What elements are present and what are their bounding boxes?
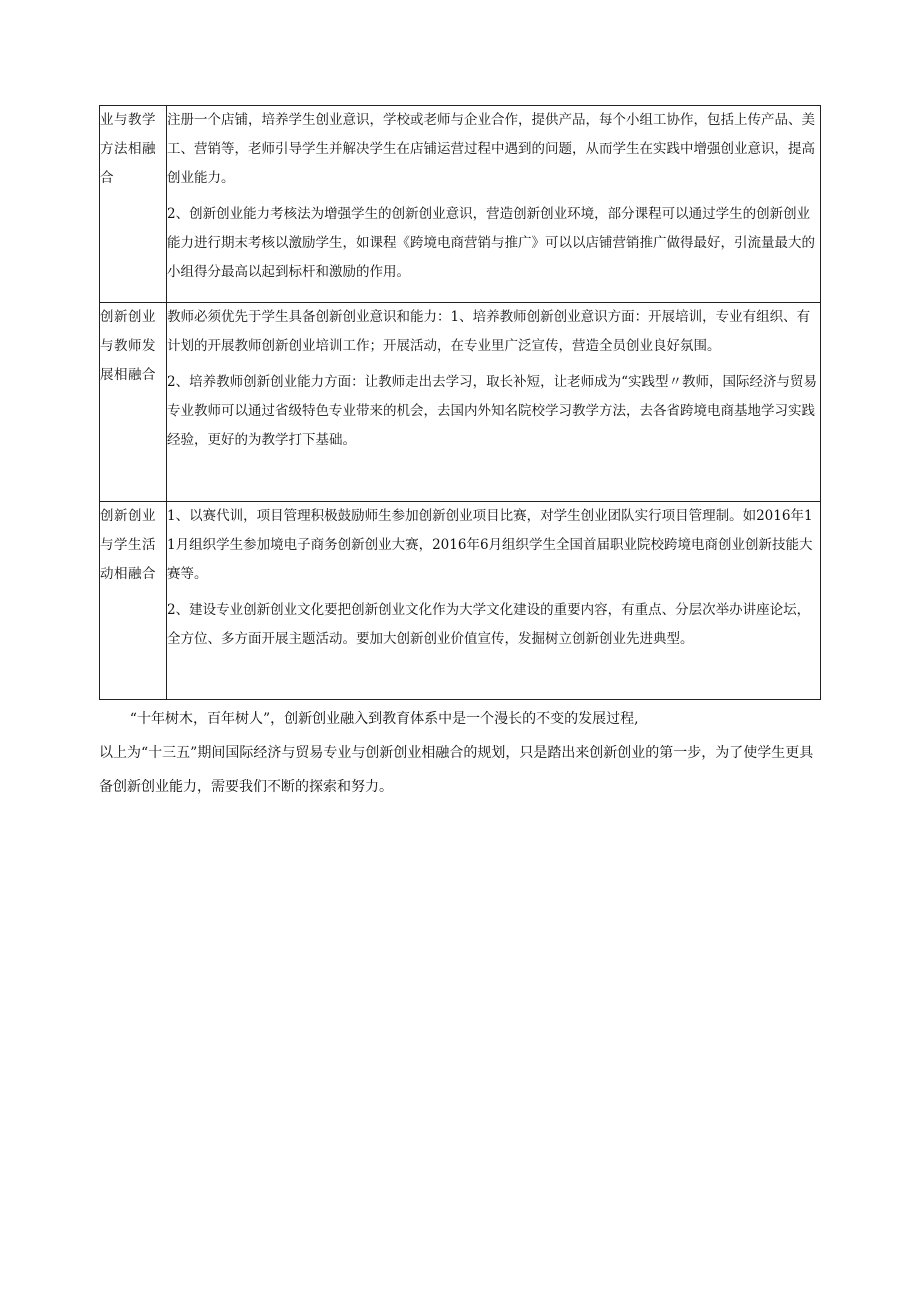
table-row <box>100 303 821 502</box>
row-label-cell <box>100 303 167 502</box>
paragraph: 1、以赛代训，项目管理积极鼓励师生参加创新创业项目比赛，对学生创业团队实行项目管理制。如2016年11月组织学生参加境电子商务创新创业大赛，2016年6月组织学生全国首届职业院校跨境电商创业创新技能大赛等。 <box>167 508 813 582</box>
row-label-cell <box>100 502 167 700</box>
row-label: 业与教学方法相融合 <box>100 112 156 186</box>
table-row <box>100 106 821 303</box>
row-label: 创新创业与学生活动相融合 <box>100 508 156 582</box>
row-label-cell <box>100 106 167 303</box>
paragraph: 注册一个店铺，培养学生创业意识，学校或老师与企业合作，提供产品，每个小组工协作，包括上传产品、美工、营销等，老师引导学生并解决学生在店铺运营过程中遇到的问题，从而学生在实践中增强创业意识，提高创业能力。 <box>167 112 815 186</box>
plan-table <box>99 105 821 700</box>
paragraph: 2、建设专业创新创业文化要把创新创业文化作为大学文化建设的重要内容，有重点、分层次举办讲座论坛，全方位、多方面开展主题活动。要加大创新创业价值宣传，发掘树立创新创业先进典型。 <box>167 602 811 647</box>
row-label: 创新创业与教师发展相融合 <box>100 309 156 383</box>
paragraph: 2、创新创业能力考核法为增强学生的创新创业意识，营造创新创业环境，部分课程可以通过学生的创新创业能力进行期末考核以激励学生，如课程《跨境电商营销与推广》可以以店铺营销推广做得最好，引流量最大的小组得分最高以起到标杆和激励的作用。 <box>167 206 815 280</box>
conclusion-text <box>99 702 821 804</box>
conclusion-line: “十年树木，百年树人”，创新创业融入到教育体系中是一个漫长的不变的发展过程, <box>129 711 639 727</box>
row-content-cell <box>167 502 821 700</box>
paragraph: 教师必须优先于学生具备创新创业意识和能力：1、培养教师创新创业意识方面：开展培训，专业有组织、有计划的开展教师创新创业培训工作；开展活动，在专业里广泛宣传，营造全员创业良好氛围。 <box>167 309 811 354</box>
table-row <box>100 502 821 700</box>
conclusion-paragraph: 以上为“十三五”期间国际经济与贸易专业与创新创业相融合的规划，只是踏出来创新创业的第一步，为了使学生更具备创新创业能力，需要我们不断的探索和努力。 <box>99 745 814 795</box>
row-content-cell <box>167 106 821 303</box>
row-content-cell <box>167 303 821 502</box>
paragraph: 2、培养教师创新创业能力方面：让教师走出去学习，取长补短，让老师成为“实践型〃教师，国际经济与贸易专业教师可以通过省级特色专业带来的机会，去国内外知名院校学习教学方法，去各省跨境电商基地学习实践经验，更好的为教学打下基础。 <box>167 374 817 448</box>
